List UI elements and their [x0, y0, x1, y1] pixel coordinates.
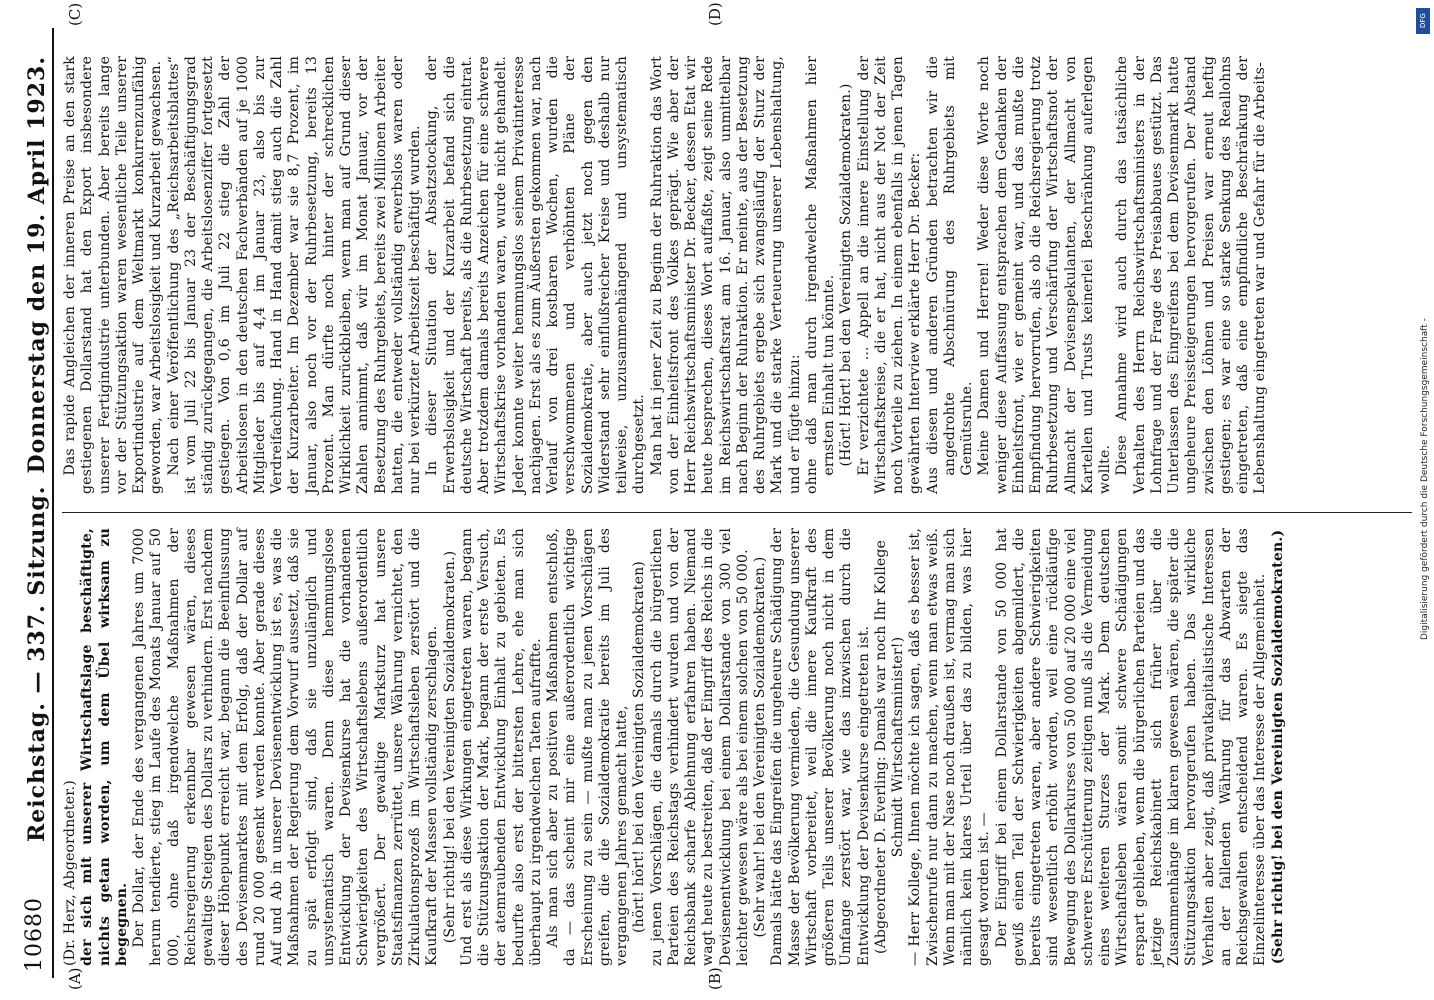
column-divider	[62, 512, 1412, 513]
margin-marker-a: (A)	[66, 967, 84, 990]
interjection: (Sehr richtig! bei den Vereinigten Sozialdemokraten.)	[441, 550, 458, 944]
paragraph: Der Dollar, der Ende des vergangenen Jahres um 7000 herum tendierte, stieg im Laufe des Monats Januar auf 50 000, ohne daß irgendwelche Maßnahmen der Reichsregierung erkennbar gewesen wären, dieses gewaltige Steigen des Dollars zu verhindern. Erst nachdem dieser Höhepunkt erreicht war, begann die Beeinflussung des Devisenmarktes mit dem Erfolg, daß der Dollar auf rund 20 000 gesenkt werden konnte. Aber gerade dieses Auf und Ab in unserer Devisenentwicklung ist es, was die Maßnahmen der Regierung dem Vorwurf aussetzt, daß sie zu spät erfolgt sind, daß sie unzulänglich und unsystematisch waren. Denn diese hemmungslose Entwicklung der Devisenkurse hat die vorhandenen Schwierigkeiten des Wirtschaftslebens außerordentlich vergrößert. Der gewaltige Marksturz hat unsere Staatsfinanzen zerrüttet, unsere Währung vernichtet, den Zirkulationsprozeß im Wirtschaftsleben zerstört und die Kaufkraft der Massen vollständig zerschlagen.	[131, 528, 441, 966]
paragraph: zu jenen Vorschlägen, die damals durch die bürgerlichen Parteien des Reichstags verhindert wurden und von der Reichsbank scharfe Ablehnung erfahren haben. Niemand wagt heute zu bestreiten, daß der Eingriff des Reichs in die Devisenentwicklung bei einem Dollarstande von 300 viel leichter gewesen wäre als bei einem solchen von 50 000.	[648, 528, 751, 966]
paragraph: der sich mit unserer Wirtschaftslage beschäftigte, nichts getan worden, um dem Übel wirksam zu begegnen.	[79, 528, 130, 966]
margin-marker-c: (C)	[66, 2, 84, 26]
left-column	[62, 528, 1287, 966]
margin-marker-d: (D)	[706, 2, 724, 26]
paragraph: Diese Annahme wird auch durch das tatsächliche Verhalten des Herrn Reichswirtschaftsministers in der Lohnfrage und der Frage des Preisabbaues gestützt. Das Unterlassen des Eingreifens bei dem Devisenmarkt hatte ungeheure Preissteigerungen hervorgerufen. Der Abstand zwischen den Löhnen und Preisen war erneut heftig gestiegen; es war eine so starke Senkung des Reallohns eingetreten, daß eine empfindliche Beschränkung der Lebenshaltung eingetreten war und Gefahr für die Arbeits-	[1114, 56, 1269, 494]
quotation: ohne daß man durch irgendwelche Maßnahmen hier ernsten Einhalt tun könnte.	[803, 56, 837, 494]
paragraph: Damals hätte das Eingreifen die ungeheure Schädigung der Masse der Bevölkerung vermieden, die Gesundung unserer Wirtschaft vorbereitet, weil die innere Kaufkraft des größeren Teils unserer Bevölkerung noch nicht in dem Umfange zerstört war, wie das inzwischen durch die Entwicklung der Devisenkurse eingetreten ist.	[769, 528, 872, 966]
margin-marker-b: (B)	[706, 967, 724, 990]
dfg-logo: DFG	[1416, 8, 1430, 34]
digitization-credit: Digitalisierung gefördert durch die Deutsche Forschungsgemeinschaft -	[1420, 318, 1430, 640]
paragraph: Der Eingriff bei einem Dollarstande von 50 000 hat gewiß einen Teil der Schwierigkeiten abgemildert, die bereits eingetreten waren, aber andere Schwierigkeiten sind wesentlich erhöht worden, weil eine rückläufige Bewegung des Dollarkurses von 50 000 auf 20 000 eine viel schwerere Erschütterung zeitigen muß als die Vermeidung eines weiteren Sturzes der Mark. Dem deutschen Wirtschaftsleben wären somit schwere Schädigungen erspart geblieben, wenn die bürgerlichen Parteien und das jetzige Reichskabinett sich früher über die Zusammenhänge im klaren gewesen wären, die später die Stützungsaktion hervorgerufen haben. Das wirkliche Verhalten aber zeigt, daß privatkapitalistische Interessen an der fallenden Währung für das Abwarten der Reichsgewalten entscheidend waren. Es siegte das Einzelinteresse über das Interesse der Allgemeinheit.	[993, 528, 1269, 966]
paragraph: Man hat in jener Zeit zu Beginn der Ruhraktion das Wort von der Einheitsfront des Volkes geprägt. Wie aber der Herr Reichswirtschaftsminister Dr. Becker, dessen Etat wir heute besprechen, dieses Wort auffaßte, zeigt seine Rede im Reichswirtschaftsrat am 16. Januar, also unmittelbar nach Beginn der Ruhraktion. Er meinte, aus der Besetzung des Ruhrgebiets ergebe sich zwangsläufig der Sturz der Mark und die starke Verteuerung unserer Lebenshaltung, und er fügte hinzu:	[648, 56, 803, 494]
paragraph: — Herr Kollege, Ihnen möchte ich sagen, daß es besser ist, Zwischenrufe nur dann zu machen, wenn man etwas weiß. Wenn man mit der Nase noch draußen ist, vermag man sich nämlich kein klares Urteil über das zu bilden, was hier gesagt worden ist. —	[907, 528, 993, 966]
session-title: Reichstag. — 337. Sitzung.	[24, 485, 50, 842]
interjection: (Hört! Hört! bei den Vereinigten Sozialdemokraten.)	[838, 83, 855, 467]
session-date: Donnerstag den 19. April 1923.	[24, 56, 50, 474]
paragraph: Das rapide Angleichen der inneren Preise an den stark gestiegenen Dollarstand hat den Export insbesondere unserer Fertigindustrie unterbunden. Aber bereits lange vor der Stützungsaktion waren wesentliche Teile unserer Exportindustrie auf dem Weltmarkt konkurrenzunfähig geworden, war Arbeitslosigkeit und Kurzarbeit gewachsen.	[62, 56, 165, 494]
page-number: 10680	[22, 897, 47, 972]
interjection: (Abgeordneter D. Everling: Damals war noch Ihr Kollege Schmidt Wirtschaftsminister!)	[872, 539, 906, 955]
header-rule	[52, 28, 54, 978]
right-column	[62, 56, 1270, 494]
running-header	[18, 32, 54, 972]
interjection: (Sehr richtig! bei den Vereinigten Sozialdemokraten.)	[1269, 529, 1286, 965]
paragraph: Meine Damen und Herren! Weder diese Worte noch weniger diese Auffassung entsprachen dem Gedanken der Einheitsfront, wie er gemeint war, und das mußte die Empfindung hervorrufen, als ob die Reichsregierung trotz Ruhrbesetzung und Verschärfung der Wirtschaftsnot der Allmacht der Devisenspekulanten, der Allmacht von Kartellen und Trusts keinerlei Beschränkung auferlegen wollte.	[976, 56, 1113, 494]
paragraph: Und erst als diese Wirkungen eingetreten waren, begann die Stützungsaktion der Mark, begann der erste Versuch, der atemraubenden Entwicklung Einhalt zu gebieten. Es bedurfte also erst der bittersten Lehre, ehe man sich überhaupt zu irgendwelchen Taten aufraffte.	[458, 528, 544, 966]
speaker-line: (Dr. Herz, Abgeordneter.)	[62, 780, 78, 966]
paragraph: Er verzichtete ... Appell an die innere Einstellung der Wirtschaftskreise, die er hat, nicht aus der Not der Zeit noch Vorteile zu ziehen. In einem ebenfalls in jenen Tagen gewährten Interview erklärte Herr Dr. Becker:	[855, 56, 924, 494]
interjection: (Sehr wahr! bei den Vereinigten Sozialdemokraten.)	[752, 556, 768, 938]
quotation: Aus diesen und anderen Gründen betrachten wir die angedrohte Abschnürung des Ruhrgebiets mit Gemütsruhe.	[924, 56, 975, 494]
paragraph: In dieser Situation der Absatzstockung, der Erwerbslosigkeit und der Kurzarbeit befand sich die deutsche Wirtschaft bereits, als die Ruhrbesetzung eintrat. Aber trotzdem damals bereits Anzeichen für eine schwere Wirtschaftskrise vorhanden waren, wurde nicht gehandelt. Jeder konnte weiter hemmungslos seinem Privatinteresse nachjagen. Erst als es zum Äußersten gekommen war, nach Verlauf von drei kostbaren Wochen, wurden die verschwommenen und verhöhnten Pläne der Sozialdemokratie, aber auch jetzt noch gegen den Widerstand sehr einflußreicher Kreise und deshalb nur teilweise, unzusammenhängend und unsystematisch durchgesetzt.	[424, 56, 648, 494]
paragraph: Als man sich aber zu positiven Maßnahmen entschloß, da — das scheint mir eine außerordentlich wichtige Erscheinung zu sein — mußte man zu jenen Vorschlägen greifen, die die Sozialdemokratie bereits im Juli des vergangenen Jahres gemacht hatte,	[545, 528, 630, 966]
paragraph: Nach einer Veröffentlichung des „Reichsarbeitsblattes“ ist vom Juli 22 bis Januar 23 der Beschäftigungsgrad ständig zurückgegangen, die Arbeitslosenziffer fortgesetzt gestiegen. Von 0,6 im Juli 22 stieg die Zahl der Arbeitslosen in den deutschen Fachverbänden auf je 1000 Mitglieder bis auf 4,4 im Januar 23, also bis zur Verdreifachung. Hand in Hand damit stieg auch die Zahl der Kurzarbeiter. Im Dezember war sie 8,7 Prozent, im Januar, also noch vor der Ruhrbesetzung, bereits 13 Prozent. Man dürfte noch hinter der schrecklichen Wirklichkeit zurückbleiben, wenn man auf Grund dieser Zahlen annimmt, daß wir im Monat Januar, vor der Besetzung des Ruhrgebiets, bereits zwei Millionen Arbeiter hatten, die entweder vollständig erwerbslos waren oder nur bei verkürzter Arbeitszeit beschäftigt wurden.	[165, 56, 423, 494]
interjection: (hört! hört! bei den Vereinigten Sozialdemokraten)	[631, 561, 648, 933]
